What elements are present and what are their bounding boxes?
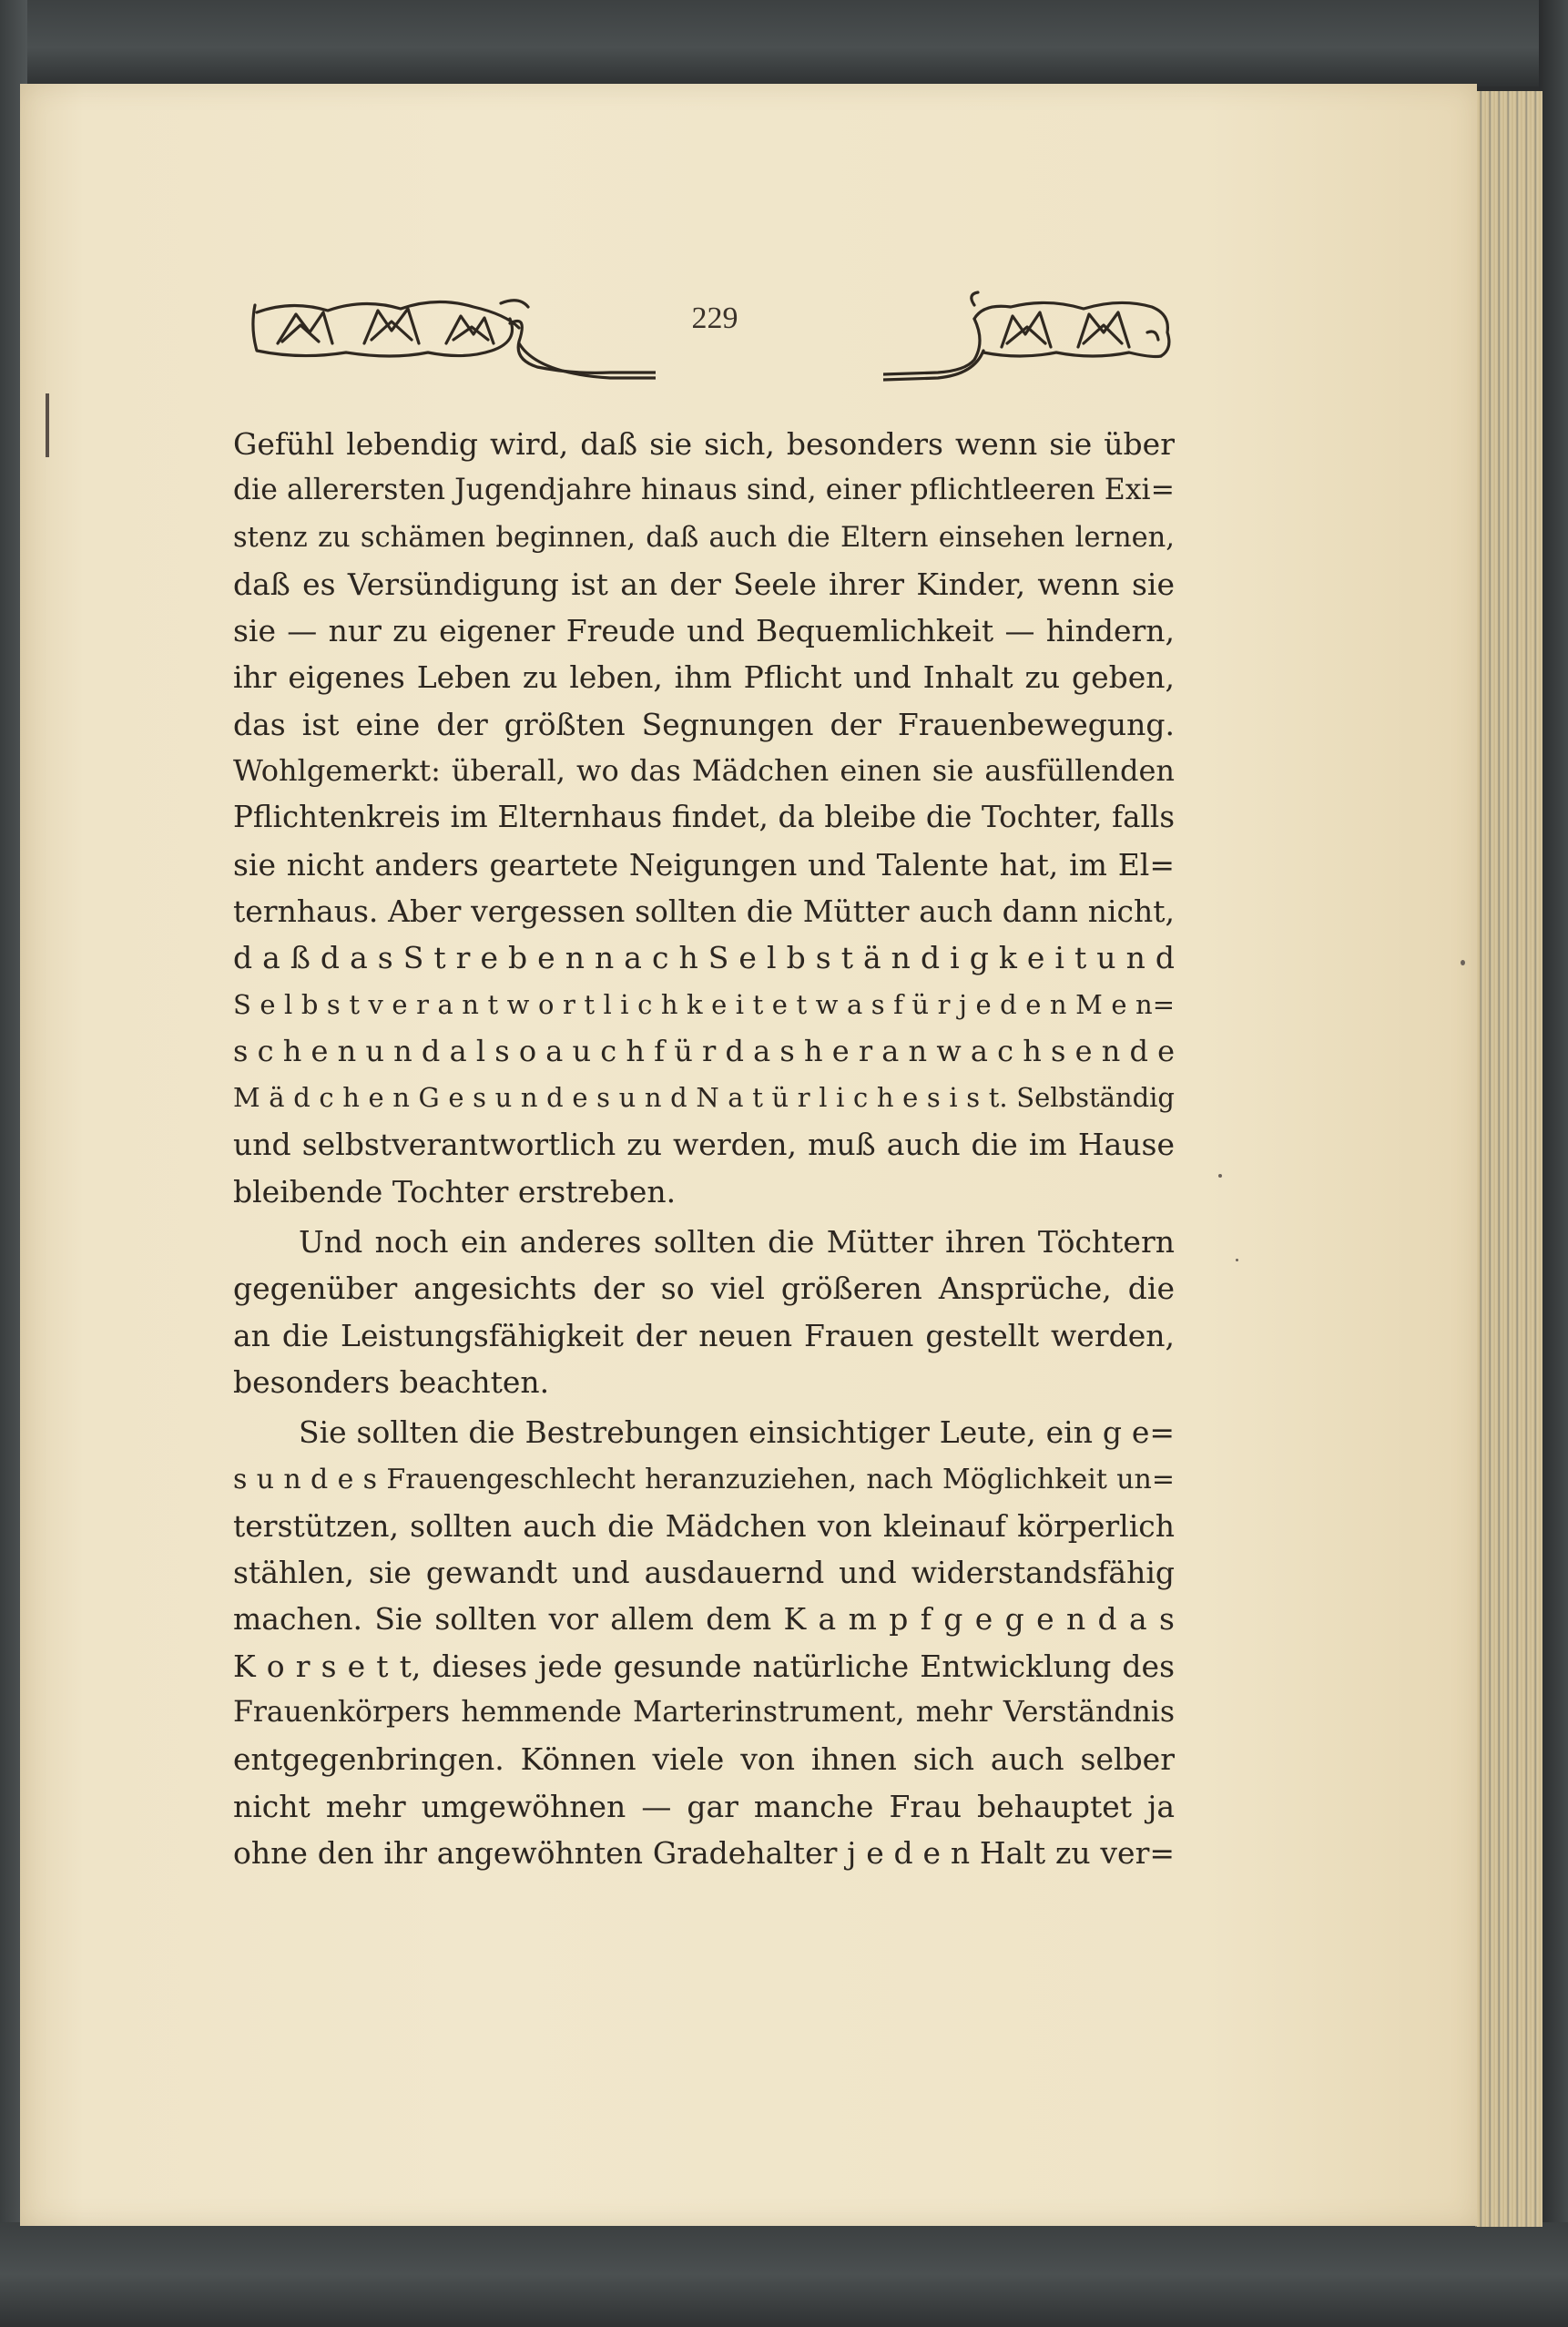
text-line: ihr eigenes Leben zu leben, ihm Pflicht und Inhalt zu geben,: [233, 659, 1175, 696]
text-line: die allerersten Jugendjahre hinaus sind, einer pflichtleeren Exi=: [233, 474, 1175, 507]
paper-speck: [1218, 1174, 1222, 1178]
text-line: S e l b s t v e r a n t w o r t l i c h k e i t e t w a s f ü r j e d e n M e n=: [233, 988, 1175, 1020]
text-line: sie nicht anders geartete Neigungen und Talente hat, im El=: [233, 846, 1175, 883]
text-line: besonders beachten.: [233, 1363, 550, 1400]
text-line: Und noch ein anderes sollten die Mütter ihren Töchtern: [299, 1224, 1175, 1260]
paragraph: [233, 1409, 1175, 1876]
text-line: ternhaus. Aber vergessen sollten die Mütter auch dann nicht,: [233, 893, 1175, 929]
text-line: s c h e n u n d a l s o a u c h f ü r d a s h e r a n w a c h s e n d e: [233, 1033, 1175, 1068]
text-line: Wohlgemerkt: überall, wo das Mädchen einen sie ausfüllenden: [233, 753, 1175, 789]
text-line: und selbstverantwortlich zu werden, muß auch die im Hause: [233, 1127, 1175, 1163]
ivy-leaf-ornament-icon: [883, 287, 1175, 387]
text-line: bleibende Tochter erstreben.: [233, 1173, 677, 1209]
text-line: Pflichtenkreis im Elternhaus findet, da bleibe die Tochter, falls: [233, 800, 1175, 835]
text-line: M ä d c h e n G e s u n d e s u n d N a t ü r l i c h e s i s t. Selbständig: [233, 1082, 1175, 1114]
text-line: stählen, sie gewandt und ausdauernd und widerstandsfähig: [233, 1555, 1175, 1591]
text-line: ohne den ihr angewöhnten Gradehalter j e d e n Halt zu ver=: [233, 1834, 1175, 1871]
gutter-mark: [46, 393, 49, 457]
text-line: nicht mehr umgewöhnen — gar manche Frau behauptet ja: [233, 1788, 1175, 1824]
text-line: terstützen, sollten auch die Mädchen von kleinauf körperlich: [233, 1507, 1175, 1544]
text-line: Gefühl lebendig wird, daß sie sich, besonders wenn sie über: [233, 426, 1175, 462]
body-text: [233, 421, 1175, 1880]
text-line: Frauenkörpers hemmende Marterinstrument, mehr Verständnis: [233, 1696, 1175, 1730]
book-cover-right: [1539, 0, 1568, 2327]
text-line: d a ß d a s S t r e b e n n a c h S e l b s t ä n d i g k e i t u n d: [233, 940, 1175, 976]
page-edges: [1475, 91, 1543, 2227]
text-line: s u n d e s Frauengeschlecht heranzuziehen, nach Möglichkeit un=: [233, 1463, 1175, 1495]
text-line: machen. Sie sollten vor allem dem K a m p f g e g e n d a s: [233, 1601, 1175, 1638]
paper-speck: [1236, 1259, 1238, 1261]
text-line: Sie sollten die Bestrebungen einsichtiger Leute, ein g e=: [299, 1414, 1175, 1451]
paragraph: [233, 421, 1175, 1215]
book-cover-bottom: [0, 2222, 1568, 2327]
book-cover-top: [0, 0, 1568, 87]
text-line: daß es Versündigung ist an der Seele ihrer Kinder, wenn sie: [233, 566, 1175, 602]
text-line: sie — nur zu eigener Freude und Bequemlichkeit — hindern,: [233, 613, 1175, 649]
text-line: gegenüber angesichts der so viel größeren Ansprüche, die: [233, 1271, 1175, 1307]
text-line: das ist eine der größten Segnungen der Frauenbewegung.: [233, 706, 1175, 742]
text-line: entgegenbringen. Können viele von ihnen sich auch selber: [233, 1741, 1175, 1778]
paragraph: [233, 1219, 1175, 1405]
text-line: stenz zu schämen beginnen, daß auch die Eltern einsehen lernen,: [233, 521, 1175, 554]
text-line: an die Leistungsfähigkeit der neuen Frauen gestellt werden,: [233, 1317, 1175, 1353]
text-line: K o r s e t t, dieses jede gesunde natürliche Entwicklung des: [233, 1648, 1175, 1684]
paper-speck: [1461, 960, 1465, 965]
page-number: 229: [691, 301, 738, 335]
ivy-leaf-ornament-icon: [246, 287, 656, 387]
page-header: [246, 287, 1175, 396]
